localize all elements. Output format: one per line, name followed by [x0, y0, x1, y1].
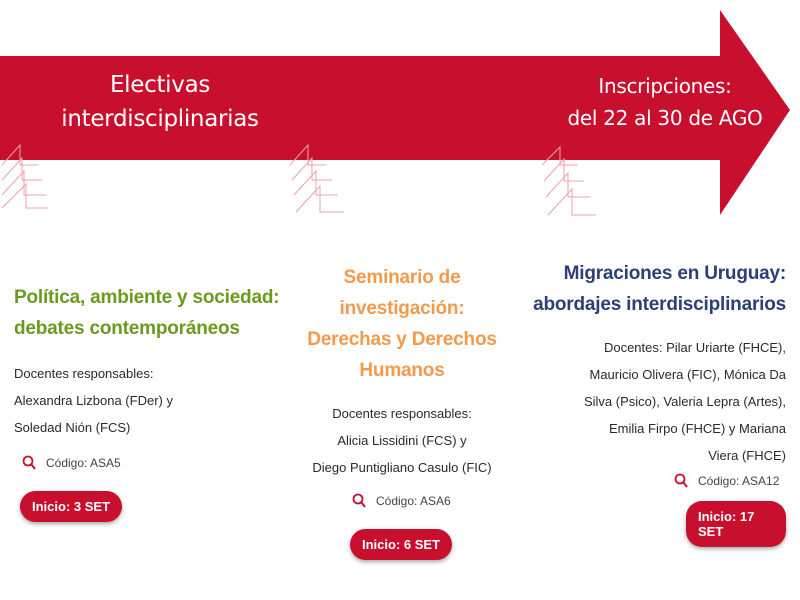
course-code — [22, 455, 284, 471]
start-date-button[interactable]: Inicio: 6 SET — [350, 529, 452, 560]
course-teachers — [14, 360, 284, 441]
header-banner — [0, 0, 800, 240]
banner-enrollment — [560, 70, 770, 134]
course-title-line1: Migraciones en Uruguay: — [563, 263, 786, 284]
course-title-line1: Seminario de investigación: — [339, 267, 465, 319]
banner-enrollment-line2: del 22 al 30 de AGO — [567, 106, 763, 130]
teachers-line: Docentes: Pilar Uriarte (FHCE), — [603, 340, 786, 355]
banner-enrollment-line1: Inscripciones: — [598, 74, 732, 98]
teachers-line: Mauricio Olivera (FIC), Mónica Da — [589, 367, 786, 382]
course-code — [352, 493, 522, 509]
course-title — [14, 282, 284, 344]
teachers-line: Emilia Firpo (FHCE) y Mariana — [609, 421, 786, 436]
stacked-triangles-icon — [288, 140, 348, 220]
course-title-line2: Derechas y Derechos — [307, 329, 497, 350]
teachers-label: Docentes responsables: — [14, 366, 154, 381]
teachers-line: Silva (Psico), Valeria Lepra (Artes), — [583, 394, 786, 409]
course-title-line2: debates contemporáneos — [14, 318, 240, 339]
magnifier-icon — [674, 473, 688, 489]
stacked-triangles-icon — [0, 140, 50, 210]
course-teachers — [520, 334, 786, 469]
banner-title-line2: interdisciplinarias — [61, 106, 259, 132]
teachers-line: Alexandra Lizbona (FDer) y — [14, 393, 173, 408]
magnifier-icon — [22, 455, 36, 471]
banner-title — [50, 68, 270, 136]
start-date-button[interactable]: Inicio: 3 SET — [20, 491, 122, 522]
course-card-seminario — [282, 262, 522, 560]
teachers-line: Diego Puntigliano Casulo (FIC) — [312, 460, 492, 475]
course-teachers — [282, 400, 522, 481]
course-title-line3: Humanos — [359, 360, 445, 381]
course-title — [520, 258, 786, 320]
teachers-label: Docentes responsables: — [332, 406, 472, 421]
teachers-line: Alicia Lissidini (FCS) y — [337, 433, 467, 448]
teachers-line: Viera (FHCE) — [708, 448, 786, 463]
course-title-line2: abordajes interdisciplinarios — [533, 294, 786, 315]
course-card-politica — [14, 282, 284, 522]
stacked-triangles-icon — [540, 145, 600, 220]
banner-title-line1: Electivas — [109, 72, 211, 98]
magnifier-icon — [352, 493, 366, 509]
course-code-text: Código: ASA5 — [46, 456, 121, 470]
course-title — [282, 262, 522, 386]
teachers-line: Soledad Nión (FCS) — [14, 420, 131, 435]
course-code-text: Código: ASA12 — [698, 474, 780, 488]
start-date-button[interactable]: Inicio: 17 SET — [686, 501, 786, 547]
course-card-migraciones — [520, 258, 786, 547]
course-code-text: Código: ASA6 — [376, 494, 451, 508]
course-code — [674, 473, 786, 489]
course-title-line1: Política, ambiente y sociedad: — [14, 287, 280, 308]
